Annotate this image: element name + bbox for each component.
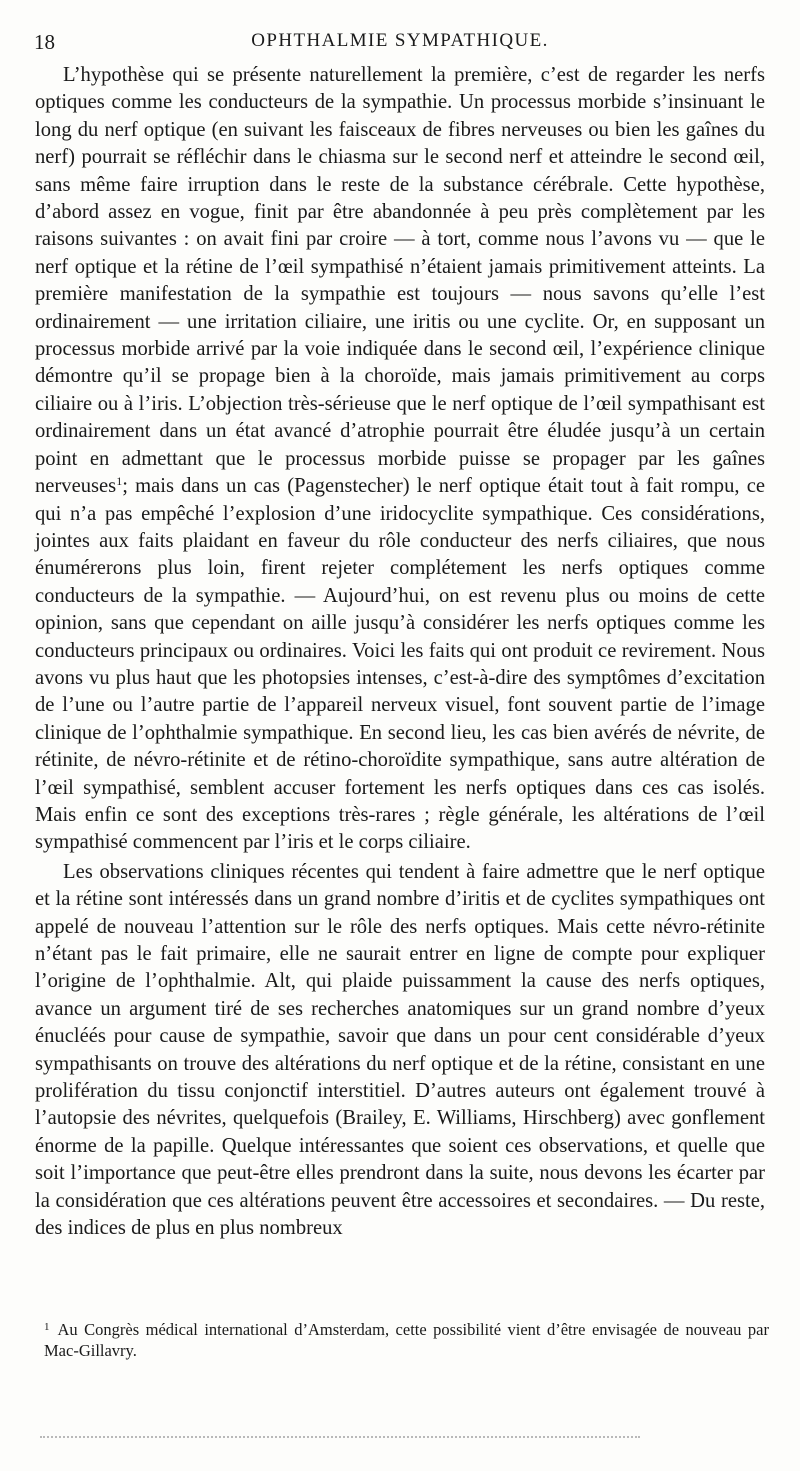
footnote xyxy=(44,1317,769,1361)
footnote-number: 1 xyxy=(44,1321,50,1333)
footnote-reference: 1 xyxy=(116,474,123,489)
paragraph-1-part-a: L’hypothèse qui se présente naturellement la première, c’est de regarder les nerfs optiques comme les conducteurs de la sympathie. Un processus morbide s’insinuant le long du nerf optique (en suivant les faisceaux de fibres nerveuses ou bien les gaînes du nerf) pourrait se réfléchir dans le chiasma sur le second nerf et atteindre le second œil, sans même faire irruption dans le reste de la substance cérébrale. Cette hypothèse, d’abord assez en vogue, finit par être abandonnée à peu près complètement par les raisons suivantes : on avait fini par croire — à tort, comme nous l’avons vu — que le nerf optique et la rétine de l’œil sympathisé n’étaient jamais primitivement atteints. La première manifestation de la sympathie est toujours — nous savons qu’elle l’est ordinairement — une irritation ciliaire, une iritis ou une cyclite. Or, en supposant un processus morbide arrivé par la voie indiquée dans le second œil, l’expérience clinique démontre qu’il se propage bien à la choroïde, mais jamais primitivement au corps ciliaire ou à l’iris. L’objection très-sérieuse que le nerf optique de l’œil sympathisant est ordinairement dans un état avancé d’atrophie pourrait être éludée jusqu’à un certain point en admettant que le processus morbide puisse se propager par les gaînes nerveuses xyxy=(35,64,765,498)
paragraph-1-part-b: ; mais dans un cas (Pagenstecher) le nerf optique était tout à fait rompu, ce qui n’a pas empêché l’explosion d’une iridocyclite sympathique. Ces considérations, jointes aux faits plaidant en faveur du rôle conducteur des nerfs ciliaires, que nous énumérerons plus loin, firent rejeter complétement les nerfs optiques comme conducteurs de la sympathie. — Aujourd’hui, on est revenu plus ou moins de cette opinion, sans que cependant on aille jusqu’à considérer les nerfs optiques comme les conducteurs principaux ou ordinaires. Voici les faits qui ont produit ce revirement. Nous avons vu plus haut que les photopsies intenses, c’est-à-dire des symptômes d’excitation de l’une ou l’autre partie de l’appareil nerveux visuel, font souvent partie de l’image clinique de l’ophthalmie sympathique. En second lieu, les cas bien avérés de névrite, de rétinite, de névro-rétinite et de rétino-choroïdite sympathique, sans autre altération de l’œil sympathisé, semblent accuser fortement les nerfs optiques dans ces cas isolés. Mais enfin ce sont des exceptions très-rares ; règle générale, les altérations de l’œil sympathisé commencent par l’iris et le corps ciliaire. xyxy=(35,475,765,854)
paragraph-2: Les observations cliniques récentes qui tendent à faire admettre que le nerf optique et la rétine sont intéressés dans un grand nombre d’iritis et de cyclites sympathiques ont appelé de nouveau l’attention sur le rôle des nerfs optiques. Mais cette névro-rétinite n’étant pas le fait primaire, elle ne saurait entrer en ligne de compte pour expliquer l’origine de l’ophthalmie. Alt, qui plaide puissamment la cause des nerfs optiques, avance un argument tiré de ses recherches anatomiques sur un grand nombre d’yeux énucléés pour cause de sympathie, savoir que dans un pour cent considérable d’yeux sympathisants on trouve des altérations du nerf optique et de la rétine, consistant en une prolifération du tissu conjonctif interstitiel. D’autres auteurs ont également trouvé à l’autopsie des névrites, quelquefois (Brailey, E. Williams, Hirschberg) avec gonflement énorme de la papille. Quelque intéressantes que soient ces observations, et quelle que soit l’importance que peut-être elles prendront dans la suite, nous devons les écarter par la considération que ces altérations peuvent être accessoires et secondaires. — Du reste, des indices de plus en plus nombreux xyxy=(35,860,765,1240)
running-title: OPHTHALMIE SYMPATHIQUE. xyxy=(251,30,549,51)
paragraph-1 xyxy=(35,62,765,857)
bottom-divider xyxy=(40,1436,640,1438)
page-header xyxy=(34,30,766,56)
page-number: 18 xyxy=(34,30,55,54)
main-text xyxy=(35,62,765,1242)
footnote-text: Au Congrès médical international d’Amsterdam, cette possibilité vient d’être envisagée de nouveau par Mac-Gillavry. xyxy=(44,1320,769,1360)
